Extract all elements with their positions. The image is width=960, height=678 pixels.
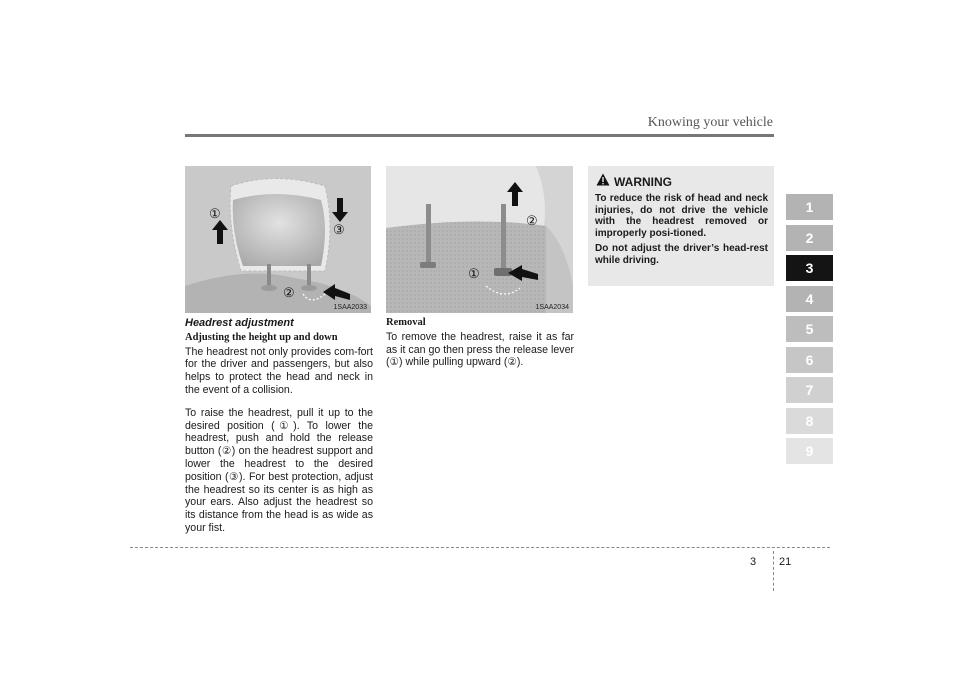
chapter-tab-6[interactable]: 6 bbox=[786, 347, 833, 373]
chapter-tab-2[interactable]: 2 bbox=[786, 225, 833, 251]
body-paragraph: To raise the headrest, pull it up to the desired position (①). To lower the headrest, push and hold the release button (②) on the headrest support and lower the headrest to the desired position (③). For best protection, adjust the headrest so its center is as high as your ears. Also adjust the headrest so its distance from the head is as wide as your fist. bbox=[185, 406, 373, 534]
section-heading: Headrest adjustment bbox=[185, 317, 294, 329]
running-header-title: Knowing your vehicle bbox=[647, 115, 773, 130]
chapter-tab-9[interactable]: 9 bbox=[786, 438, 833, 464]
body-paragraph: The headrest not only provides com-fort for the driver and passengers, but also helps to protect the head and neck in the event of a collision. bbox=[185, 345, 373, 396]
chapter-tab-8[interactable]: 8 bbox=[786, 408, 833, 434]
chapter-tab-1[interactable]: 1 bbox=[786, 194, 833, 220]
section-removal bbox=[386, 317, 574, 369]
footer-divider bbox=[773, 551, 774, 591]
section-headrest-adjustment bbox=[185, 317, 373, 535]
chapter-tabs bbox=[786, 194, 833, 469]
marker-2: ② bbox=[283, 285, 295, 300]
body-paragraph: To remove the headrest, raise it as far as it can go then press the release lever (①) while pulling upward (②). bbox=[386, 330, 574, 369]
warning-paragraph: To reduce the risk of head and neck injuries, do not drive the vehicle with the headrest removed or improperly posi-tioned. bbox=[595, 193, 768, 239]
marker-1: ① bbox=[209, 206, 221, 221]
figure-headrest-adjustment bbox=[185, 166, 371, 313]
warning-header bbox=[596, 174, 672, 190]
marker-3: ③ bbox=[333, 222, 345, 237]
chapter-tab-5[interactable]: 5 bbox=[786, 316, 833, 342]
section-subheading: Adjusting the height up and down bbox=[185, 331, 338, 343]
section-subheading: Removal bbox=[386, 317, 426, 328]
headrest-illustration-1 bbox=[185, 166, 371, 313]
warning-body bbox=[595, 193, 768, 271]
figure-headrest-removal bbox=[386, 166, 573, 313]
marker-2: ② bbox=[526, 213, 538, 228]
footer-chapter-number: 3 bbox=[750, 556, 757, 568]
chapter-tab-4[interactable]: 4 bbox=[786, 286, 833, 312]
footer-rule bbox=[130, 547, 830, 548]
figure-code: 1SAA2034 bbox=[535, 304, 569, 311]
chapter-tab-3[interactable]: 3 bbox=[786, 255, 833, 281]
warning-triangle-icon bbox=[596, 173, 610, 191]
warning-box bbox=[588, 166, 774, 286]
marker-1: ① bbox=[468, 266, 480, 281]
chapter-tab-7[interactable]: 7 bbox=[786, 377, 833, 403]
warning-title: WARNING bbox=[614, 175, 672, 189]
warning-paragraph: Do not adjust the driver’s head-rest while driving. bbox=[595, 243, 768, 266]
footer-page-number: 21 bbox=[779, 556, 792, 568]
headrest-illustration-2 bbox=[386, 166, 573, 313]
header-rule bbox=[185, 134, 774, 137]
figure-code: 1SAA2033 bbox=[333, 304, 367, 311]
